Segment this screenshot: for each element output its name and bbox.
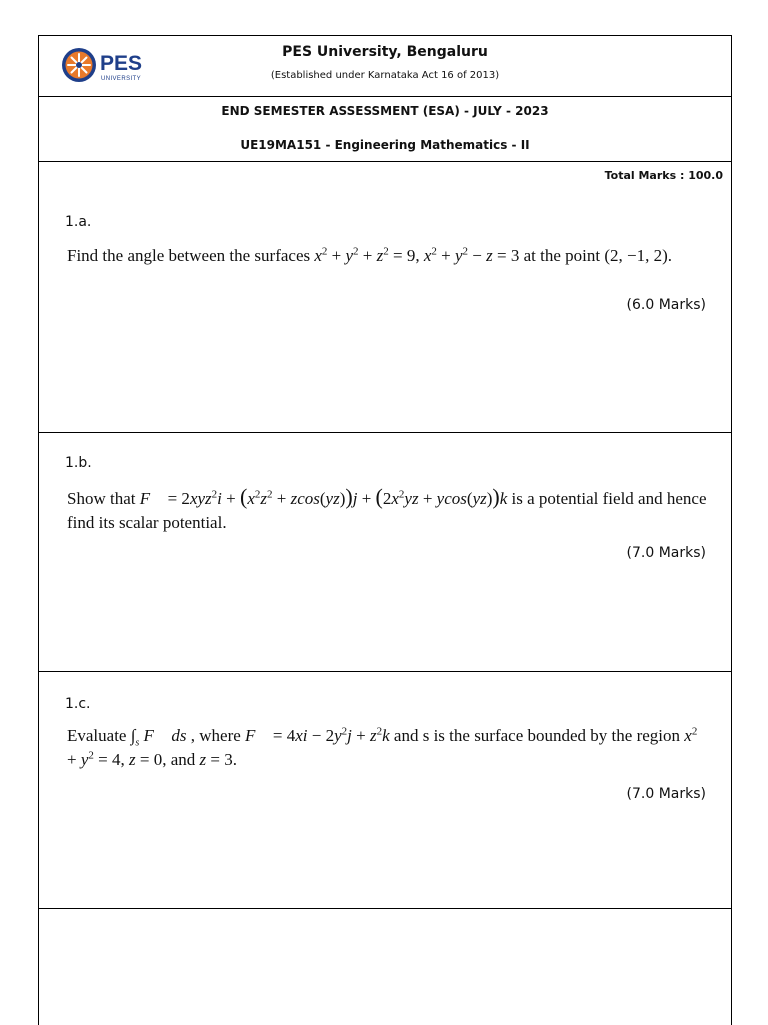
question-1a — [39, 186, 731, 433]
paper-header — [39, 36, 731, 97]
question-text-content: Evaluate $\int_s$ F⃗ ds , where F⃗ = $4xi - 2y^2j + z^2k$ and s is the surface bounded by the region $x^2 + y^2 = 4$, z = 0, and z = 3. — [67, 725, 698, 769]
course-title: UE19MA151 - Engineering Mathematics - II — [240, 138, 530, 152]
question-marks: (7.0 Marks) — [626, 786, 706, 802]
question-text — [67, 485, 707, 535]
exam-info — [39, 97, 731, 162]
question-1b — [39, 433, 731, 672]
question-1c — [39, 672, 731, 909]
question-marks: (6.0 Marks) — [626, 297, 706, 313]
logo-text: PES — [100, 52, 143, 75]
total-marks: Total Marks : 100.0 — [604, 169, 723, 182]
question-text — [67, 724, 707, 772]
question-label: 1.b. — [65, 455, 92, 471]
question-text-content: Find the angle between the surfaces $x^2 + y^2 + z^2 = 9$, $x^2 + y^2 - z = 3$ at the point (2, −1, 2). — [67, 245, 672, 265]
question-text — [67, 244, 707, 268]
exam-title: END SEMESTER ASSESSMENT (ESA) - JULY - 2023 — [221, 104, 549, 118]
exam-paper — [38, 35, 732, 1025]
question-text-content: Show that F⃗ = $2xyz^2i + (x^2z^2 + zcos(yz))j + (2x^2yz + ycos(yz))k$ is a potential field and hence find its scalar potential. — [67, 484, 707, 532]
establishment-note: (Established under Karnataka Act 16 of 2013) — [270, 70, 500, 81]
question-label: 1.c. — [65, 696, 91, 712]
question-label: 1.a. — [65, 214, 92, 230]
question-marks: (7.0 Marks) — [626, 545, 706, 561]
university-name: PES University, Bengaluru — [282, 44, 488, 60]
logo-subtext: UNIVERSITY — [101, 76, 142, 82]
